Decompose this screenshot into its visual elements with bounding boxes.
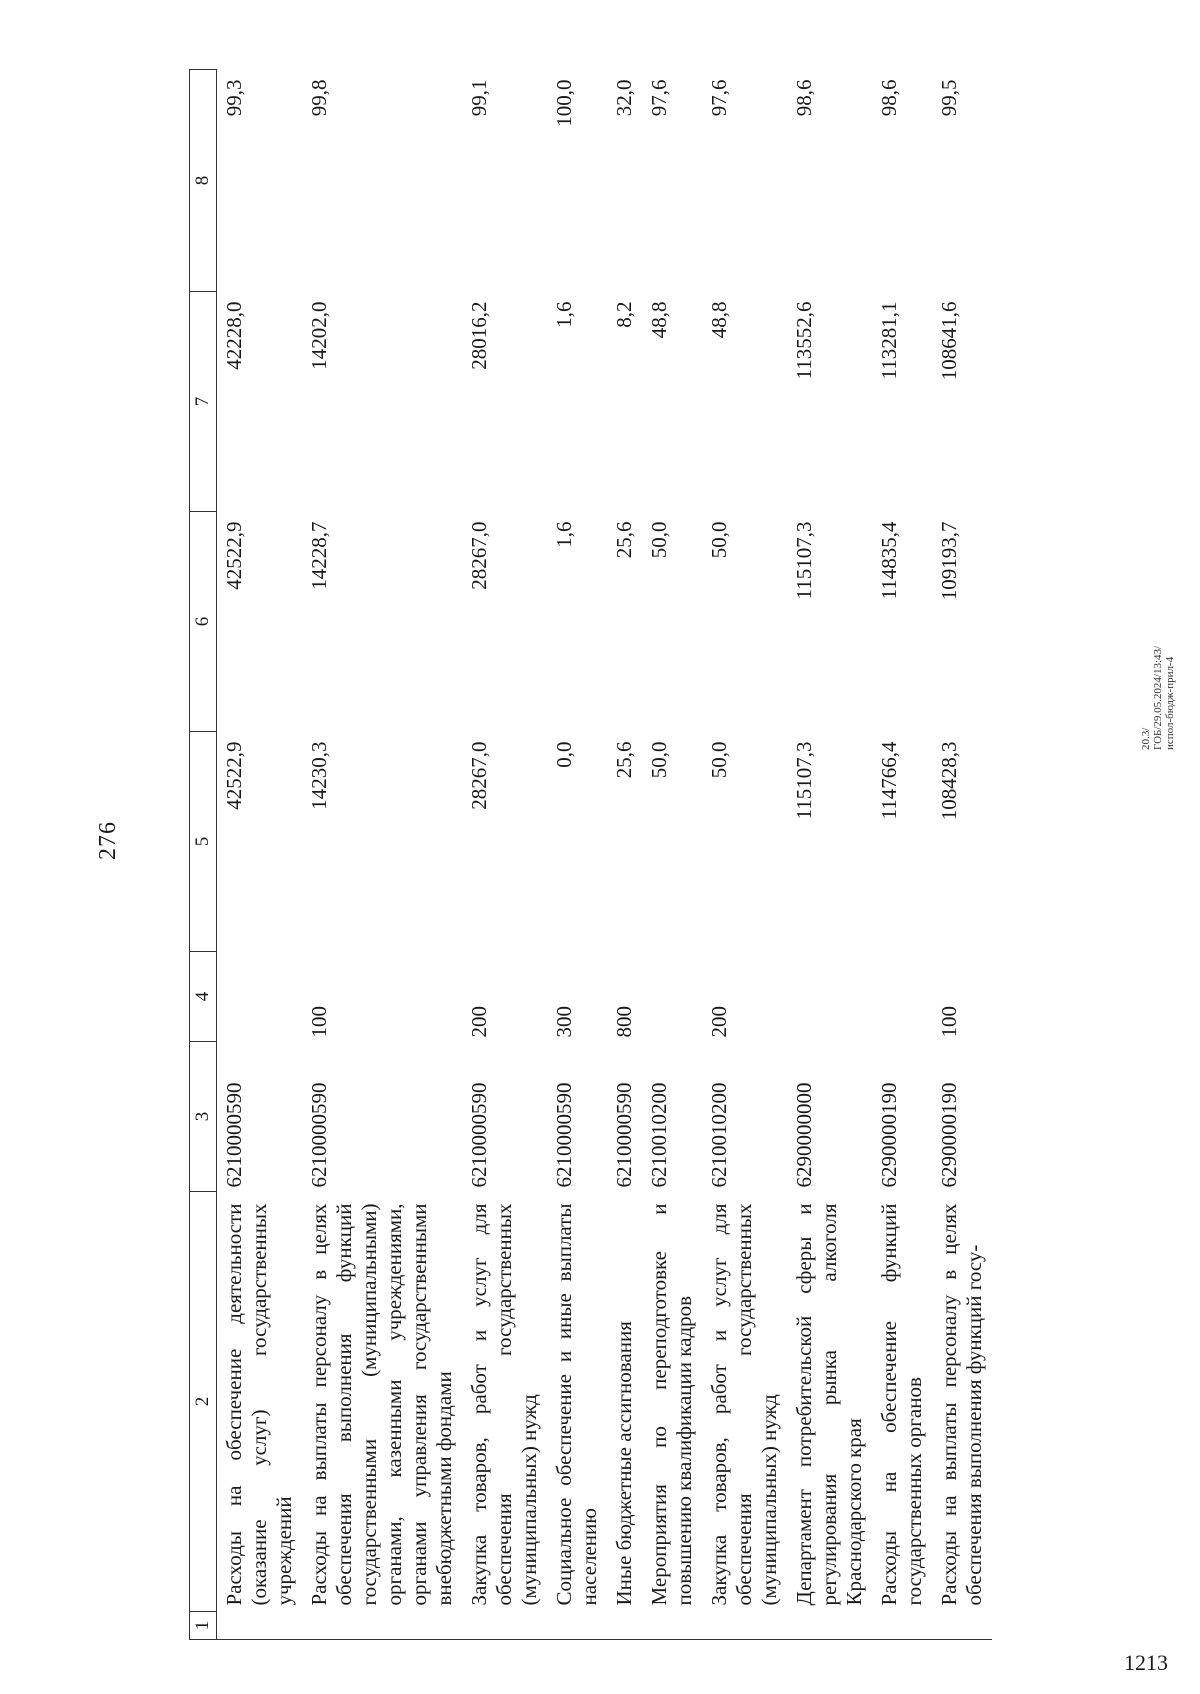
row-kvr-cell: 800 [612, 1006, 636, 1038]
row-code-cell: 6210010200 [707, 1082, 731, 1188]
row-kvr-cell: 200 [467, 1006, 491, 1038]
table-row [607, 70, 642, 1640]
row-code-cell: 6290000190 [937, 1082, 961, 1188]
budget-table [189, 69, 992, 1640]
row-kvr-cell: 100 [937, 1006, 961, 1038]
table-row [302, 70, 462, 1640]
row-index-cell [462, 1612, 547, 1640]
row-name-cell: Закупка товаров, работ и услуг для обеспечения государственных (муниципальных) нужд [707, 1203, 781, 1606]
row-col7-cell: 48,8 [647, 301, 671, 339]
header-row [190, 70, 217, 1640]
row-col7-cell: 14202,0 [307, 301, 331, 370]
row-kvr-cell [787, 952, 872, 1042]
row-name-cell: Расходы на выплаты персоналу в целях обеспечения выполнения функций госу- [937, 1203, 986, 1606]
row-index-cell [872, 1612, 932, 1640]
row-col7-cell: 28016,2 [467, 301, 491, 370]
row-col8-cell: 100,0 [552, 79, 576, 127]
row-col5-cell: 0,0 [552, 741, 576, 768]
sheet-number: 1213 [1124, 1650, 1168, 1675]
row-code-cell: 6210000590 [612, 1082, 636, 1188]
header-cell-6: 6 [190, 512, 217, 732]
header-cell-5: 5 [190, 732, 217, 952]
row-col6-cell: 109193,7 [937, 521, 961, 601]
table-row [642, 70, 702, 1640]
row-col7-cell: 113281,1 [877, 301, 901, 380]
row-col7-cell: 108641,6 [937, 301, 961, 381]
row-index-cell [217, 1612, 303, 1640]
row-name-cell: Расходы на выплаты персоналу в целях обеспечения выполнения функций государственными (муниципальными) органами, казенными учреждениями, органами управления государственными внебюджетными фондами [307, 1203, 456, 1606]
row-code-cell: 6210000590 [307, 1082, 331, 1188]
row-index-cell [302, 1612, 462, 1640]
table-body [217, 70, 993, 1640]
page-number-top: 276 [95, 821, 121, 860]
rotated-table-block [179, 70, 1059, 1640]
row-kvr-cell [642, 952, 702, 1042]
row-col5-cell: 50,0 [647, 741, 671, 779]
table-row [702, 70, 787, 1640]
table-row [547, 70, 607, 1640]
row-col6-cell: 1,6 [552, 521, 576, 548]
row-col7-cell: 8,2 [612, 301, 636, 328]
row-col7-cell: 1,6 [552, 301, 576, 328]
row-kvr-cell: 100 [307, 1006, 331, 1038]
row-kvr-cell: 200 [707, 1006, 731, 1038]
row-col6-cell: 114835,4 [877, 521, 901, 600]
header-cell-7: 7 [190, 292, 217, 512]
row-col8-cell: 97,6 [647, 79, 671, 117]
row-code-cell: 6210000590 [552, 1082, 576, 1188]
row-col6-cell: 25,6 [612, 521, 636, 559]
row-col8-cell: 98,6 [877, 79, 901, 117]
row-name-cell: Департамент потребительской сферы и регулирования рынка алкоголя Краснодарского края [792, 1203, 866, 1606]
row-name-cell: Закупка товаров, работ и услуг для обеспечения государственных (муниципальных) нужд [467, 1203, 541, 1606]
table-row [217, 70, 303, 1640]
row-col8-cell: 99,3 [222, 79, 246, 117]
footer-document-code: 20.3/ГОБ/29.05.2024/13:43/испол-бюдж-прил-4 [1140, 645, 1176, 750]
header-cell-2: 2 [190, 1192, 217, 1612]
header-cell-4: 4 [190, 952, 217, 1042]
row-name-cell: Расходы на обеспечение деятельности (оказание услуг) государственных учреждений [222, 1203, 296, 1606]
row-name-cell: Иные бюджетные ассигнования [612, 1321, 636, 1606]
row-kvr-cell: 300 [552, 1006, 576, 1038]
row-code-cell: 6290000190 [877, 1082, 901, 1188]
table-row [872, 70, 932, 1640]
row-col6-cell: 50,0 [707, 521, 731, 559]
row-kvr-cell [872, 952, 932, 1042]
header-cell-1: 1 [190, 1612, 217, 1640]
row-name-cell: Мероприятия по переподготовке и повышению квалификации кадров [647, 1203, 696, 1606]
row-col5-cell: 14230,3 [307, 741, 331, 810]
table-header [190, 70, 217, 1640]
row-col5-cell: 50,0 [707, 741, 731, 779]
row-col5-cell: 115107,3 [792, 741, 816, 820]
row-kvr-cell [217, 952, 303, 1042]
row-code-cell: 6290000000 [792, 1082, 816, 1188]
row-col8-cell: 98,6 [792, 79, 816, 117]
row-col7-cell: 42228,0 [222, 301, 246, 370]
row-col5-cell: 28267,0 [467, 741, 491, 810]
header-cell-3: 3 [190, 1042, 217, 1192]
row-col6-cell: 28267,0 [467, 521, 491, 590]
header-cell-8: 8 [190, 70, 217, 292]
row-col5-cell: 108428,3 [937, 741, 961, 821]
row-col7-cell: 48,8 [707, 301, 731, 339]
row-code-cell: 6210010200 [647, 1082, 671, 1188]
row-index-cell [787, 1612, 872, 1640]
table-row [462, 70, 547, 1640]
row-col6-cell: 42522,9 [222, 521, 246, 590]
row-col8-cell: 97,6 [707, 79, 731, 117]
table-row [787, 70, 872, 1640]
row-code-cell: 6210000590 [222, 1082, 246, 1188]
row-index-cell [642, 1612, 702, 1640]
row-col6-cell: 115107,3 [792, 521, 816, 600]
row-code-cell: 6210000590 [467, 1082, 491, 1188]
row-col8-cell: 32,0 [612, 79, 636, 117]
row-index-cell [932, 1612, 992, 1640]
row-col5-cell: 114766,4 [877, 741, 901, 820]
row-name-cell: Расходы на обеспечение функций государственных органов [877, 1203, 926, 1606]
row-name-cell: Социальное обеспечение и иные выплаты населению [552, 1203, 601, 1606]
row-index-cell [607, 1612, 642, 1640]
row-col8-cell: 99,1 [467, 79, 491, 117]
row-col5-cell: 25,6 [612, 741, 636, 779]
row-col7-cell: 113552,6 [792, 301, 816, 380]
row-index-cell [702, 1612, 787, 1640]
row-col5-cell: 42522,9 [222, 741, 246, 810]
row-index-cell [547, 1612, 607, 1640]
row-col8-cell: 99,5 [937, 79, 961, 117]
row-col8-cell: 99,8 [307, 79, 331, 117]
row-col6-cell: 50,0 [647, 521, 671, 559]
row-col6-cell: 14228,7 [307, 521, 331, 590]
table-row [932, 70, 992, 1640]
